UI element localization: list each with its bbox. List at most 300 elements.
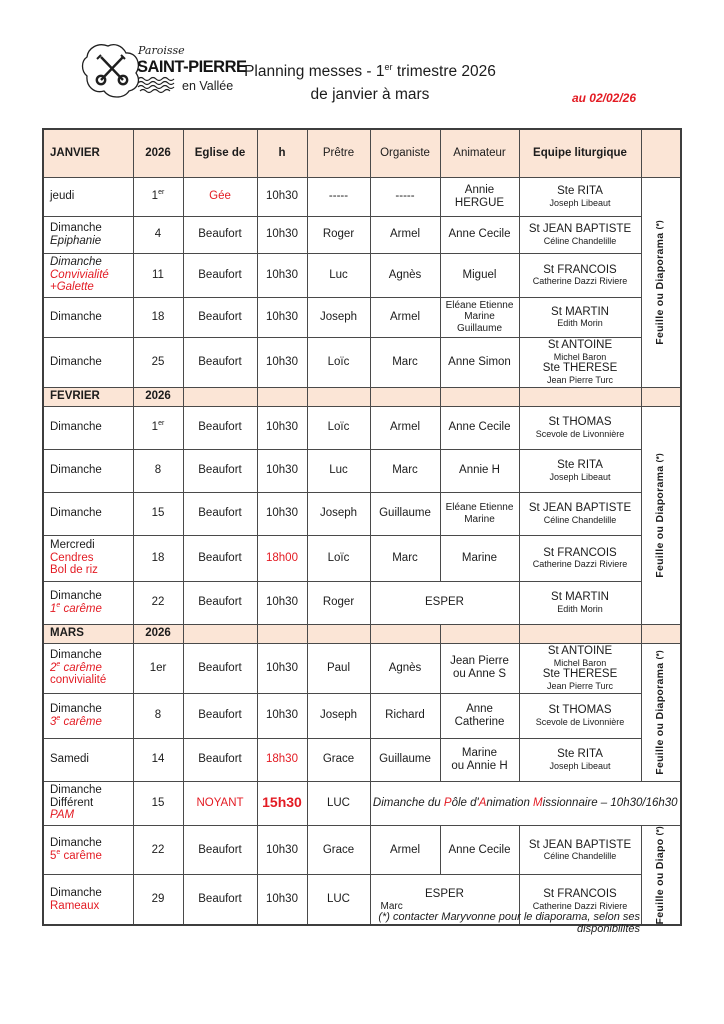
cell-day	[43, 738, 133, 781]
cell-line	[522, 547, 639, 560]
cell-line	[136, 147, 181, 160]
text-segment: Armel	[389, 228, 421, 241]
cell-line	[443, 184, 517, 197]
text-segment: Prêtre	[322, 146, 355, 159]
text-segment: 3	[50, 715, 57, 728]
table-cell	[370, 492, 440, 535]
table-cell	[307, 492, 370, 535]
month-label	[43, 387, 133, 406]
text-segment: Ste THERESE	[542, 668, 618, 680]
month-year	[133, 387, 183, 406]
text-segment: St JEAN BAPTISTE	[528, 838, 632, 851]
cell-line	[50, 837, 131, 850]
text-segment: St THOMAS	[548, 416, 612, 429]
table-cell	[370, 177, 440, 216]
text-segment: 2026	[145, 390, 171, 403]
text-segment: e	[56, 660, 61, 668]
text-segment: Guillaume	[379, 507, 431, 520]
table-cell	[519, 643, 641, 693]
cell-line	[373, 269, 438, 282]
cell-line	[522, 339, 639, 352]
cell-line	[443, 356, 517, 369]
text-segment: Guillaume	[379, 753, 431, 766]
text-segment: Beaufort	[198, 464, 242, 477]
cell-line	[260, 147, 305, 160]
text-segment: jeudi	[50, 190, 75, 203]
table-row	[43, 449, 681, 492]
col-header-animateur	[440, 129, 519, 177]
cell-line	[443, 514, 517, 525]
table-cell	[519, 624, 641, 643]
cell-line	[50, 539, 131, 552]
cell-line	[443, 668, 517, 681]
text-segment: ESPER	[425, 596, 464, 609]
cell-line	[522, 185, 639, 198]
text-segment: Beaufort	[198, 753, 242, 766]
cell-line	[260, 421, 305, 434]
table-cell	[133, 535, 183, 581]
text-segment: Marine	[461, 746, 498, 759]
cell-line	[136, 596, 181, 609]
cell-line	[310, 269, 368, 282]
col-header-pretre	[307, 129, 370, 177]
cell-line	[260, 464, 305, 477]
table-cell	[133, 581, 183, 624]
text-segment: Michel Baron	[553, 657, 607, 668]
text-segment: Edith Morin	[557, 603, 603, 614]
text-segment: (*)	[654, 825, 664, 835]
cell-day	[43, 216, 133, 253]
table-row	[43, 738, 681, 781]
table-cell	[257, 216, 307, 253]
cell-line	[136, 269, 181, 282]
table-cell	[307, 624, 370, 643]
cell-line	[522, 591, 639, 604]
cell-day	[43, 177, 133, 216]
text-segment: Catherine Dazzi Riviere	[532, 901, 628, 912]
text-segment: er	[158, 189, 165, 197]
cell-line	[522, 429, 639, 439]
text-segment: Organiste	[380, 146, 430, 159]
table-cell	[307, 581, 370, 624]
text-segment: Eglise de	[194, 146, 246, 159]
table-cell	[519, 337, 641, 387]
cell-line	[310, 709, 368, 722]
text-segment: 10h30	[266, 464, 298, 477]
table-cell	[519, 387, 641, 406]
text-segment: Dimanche du	[372, 796, 444, 809]
text-segment: Dimanche	[50, 886, 102, 899]
table-body	[43, 129, 681, 925]
table-cell	[370, 825, 440, 875]
cell-line	[50, 235, 131, 248]
cell-line	[373, 888, 517, 901]
text-segment: carême	[60, 661, 102, 674]
table-cell	[440, 177, 519, 216]
text-segment: Armel	[389, 421, 421, 434]
text-segment: Guillaume	[456, 322, 503, 334]
text-segment: Beaufort	[198, 268, 242, 281]
text-segment: Beaufort	[198, 551, 242, 564]
text-segment: 10h30	[266, 661, 298, 674]
cell-line	[443, 703, 517, 716]
table-cell	[257, 387, 307, 406]
table-row	[43, 492, 681, 535]
text-segment: Dimanche	[50, 464, 102, 477]
cell-line	[136, 662, 181, 675]
text-segment: 1	[50, 602, 57, 615]
vertical-note-cell	[641, 406, 681, 624]
text-segment: St MARTIN	[551, 591, 609, 604]
cell-line	[260, 311, 305, 324]
cell-line	[522, 375, 639, 385]
table-cell	[519, 177, 641, 216]
title-pre: Planning messes - 1	[244, 63, 385, 81]
cell-line	[443, 464, 517, 477]
text-segment: Beaufort	[198, 709, 242, 722]
update-date-note: au 02/02/26	[571, 91, 637, 105]
column-header-row	[43, 129, 681, 177]
cell-line	[522, 223, 639, 236]
cell-line	[260, 356, 305, 369]
cell-pam-note	[370, 781, 681, 825]
cell-line	[310, 356, 368, 369]
cell-line	[50, 421, 131, 434]
text-segment: Beaufort	[198, 355, 242, 368]
text-segment: 10h30	[266, 843, 298, 856]
cell-line	[522, 318, 639, 328]
text-segment: St ANTOINE	[547, 339, 613, 352]
cell-line	[373, 228, 438, 241]
text-segment: Jean Pierre	[450, 655, 509, 668]
table-cell	[370, 297, 440, 337]
text-segment: Ste RITA	[557, 185, 603, 198]
cell-line	[186, 421, 255, 434]
text-segment: Roger	[322, 596, 355, 609]
cell-line	[522, 264, 639, 277]
text-segment: Feuille ou Diaporama	[653, 228, 666, 345]
cell-line	[136, 464, 181, 477]
cell-line	[522, 459, 639, 472]
text-segment: Rameaux	[50, 899, 100, 912]
cell-line	[522, 559, 639, 569]
cell-day	[43, 875, 133, 925]
table-cell	[307, 387, 370, 406]
cell-line	[443, 421, 517, 434]
text-segment: Luc	[329, 464, 348, 477]
cell-line	[136, 507, 181, 520]
table-cell	[183, 581, 257, 624]
table-cell	[257, 535, 307, 581]
cell-line	[373, 844, 438, 857]
text-segment: St THOMAS	[548, 704, 612, 717]
cell-line	[522, 748, 639, 761]
cell-line	[522, 352, 639, 362]
table-cell	[133, 825, 183, 875]
text-segment: Eléane Etienne	[445, 300, 514, 312]
text-segment: Eléane Etienne	[445, 502, 514, 514]
cell-line	[260, 269, 305, 282]
table-cell	[307, 449, 370, 492]
text-segment: Grace	[322, 843, 355, 856]
table-cell	[440, 297, 519, 337]
text-segment: 10h30	[266, 507, 298, 520]
text-segment: (*)	[654, 649, 664, 659]
text-segment: Convivialité	[50, 268, 109, 281]
table-row	[43, 337, 681, 387]
cell-line	[310, 844, 368, 857]
month-year	[133, 624, 183, 643]
text-segment: Dimanche	[50, 702, 102, 715]
text-segment: 1er	[149, 661, 167, 674]
logo-script-text: Paroisse	[138, 44, 185, 57]
table-cell	[519, 297, 641, 337]
text-segment: Scevole de Livonnière	[535, 428, 625, 439]
table-cell	[133, 492, 183, 535]
text-segment: P	[443, 796, 452, 809]
cell-line	[443, 269, 517, 282]
table-cell	[370, 253, 440, 297]
cell-line	[522, 704, 639, 717]
text-segment: Joseph Libeaut	[549, 760, 611, 771]
text-segment: FEVRIER	[50, 390, 100, 403]
cell-line	[50, 147, 131, 160]
text-segment: 10h30	[266, 709, 298, 722]
text-segment: 8	[154, 464, 162, 477]
table-cell	[440, 624, 519, 643]
table-cell	[519, 253, 641, 297]
text-segment: Joseph Libeaut	[549, 471, 611, 482]
table-cell	[257, 738, 307, 781]
cell-line	[522, 604, 639, 614]
text-segment: 5	[50, 849, 57, 862]
cell-line	[373, 596, 517, 609]
text-segment: 11	[152, 268, 164, 281]
cell-line	[50, 753, 131, 766]
cell-line	[443, 228, 517, 241]
table-row	[43, 693, 681, 738]
title-superscript: er	[384, 62, 393, 72]
cell-line	[186, 269, 255, 282]
text-segment: er	[158, 420, 165, 428]
cell-line	[522, 147, 639, 160]
cell-line	[50, 390, 131, 403]
cell-line	[50, 222, 131, 235]
text-segment: 2	[50, 661, 57, 674]
cell-line	[373, 190, 438, 203]
text-segment: 18h00	[266, 551, 298, 564]
table-cell	[307, 825, 370, 875]
cell-line	[522, 839, 639, 852]
table-cell	[370, 387, 440, 406]
text-segment: Jean Pierre Turc	[546, 374, 614, 385]
text-segment: 10h30	[266, 421, 298, 434]
text-segment: A	[478, 796, 487, 809]
cell-line	[443, 760, 517, 773]
text-segment: 15h30	[262, 794, 302, 811]
cell-line	[522, 658, 639, 668]
text-segment: Armel	[389, 310, 421, 323]
text-segment: Marine	[464, 311, 495, 323]
table-cell	[370, 624, 440, 643]
text-segment: Beaufort	[198, 228, 242, 241]
logo-sub-text: en Vallée	[182, 79, 234, 93]
text-segment: 10h30	[266, 268, 298, 281]
cell-line	[522, 306, 639, 319]
text-segment: Anne	[466, 702, 493, 715]
text-segment: Loïc	[327, 355, 350, 368]
table-cell	[519, 216, 641, 253]
table-cell	[183, 297, 257, 337]
table-cell	[519, 825, 641, 875]
cell-line	[50, 784, 131, 797]
text-segment: Grace	[322, 753, 355, 766]
table-cell	[641, 624, 681, 643]
text-segment: JANVIER	[50, 146, 100, 159]
text-segment: 18h30	[266, 753, 298, 766]
cell-line	[443, 844, 517, 857]
text-segment: St FRANCOIS	[543, 888, 617, 901]
text-segment: +Galette	[50, 281, 94, 294]
cell-line	[136, 228, 181, 241]
text-segment: Anne Simon	[448, 355, 511, 368]
cell-line	[260, 596, 305, 609]
text-segment: Michel Baron	[553, 351, 607, 362]
table-cell	[307, 177, 370, 216]
text-segment: Agnès	[388, 661, 422, 674]
table-cell	[370, 449, 440, 492]
cell-line	[522, 888, 639, 901]
cell-line	[522, 668, 639, 681]
text-segment: Joseph	[319, 507, 358, 520]
cell-line	[186, 147, 255, 160]
cell-line	[136, 552, 181, 565]
table-cell	[440, 337, 519, 387]
table-cell	[370, 535, 440, 581]
text-segment: LUC	[326, 796, 350, 809]
text-segment: Marc	[392, 355, 418, 368]
text-segment: issionnaire – 10h30/16h30	[542, 796, 678, 809]
text-segment: NOYANT	[196, 796, 244, 809]
text-segment: St JEAN BAPTISTE	[528, 223, 632, 236]
text-segment: carême	[60, 715, 102, 728]
table-row	[43, 535, 681, 581]
cell-line	[522, 362, 639, 375]
cell-day	[43, 297, 133, 337]
table-row	[43, 216, 681, 253]
text-segment: Joseph	[319, 709, 358, 722]
cell-line	[373, 147, 438, 160]
text-segment: Beaufort	[198, 310, 242, 323]
table-cell	[183, 387, 257, 406]
table-cell	[440, 387, 519, 406]
cell-line	[522, 645, 639, 658]
text-segment: ou Anne S	[452, 668, 507, 680]
table-cell	[519, 492, 641, 535]
table-row	[43, 825, 681, 875]
cell-line	[50, 507, 131, 520]
cell-day	[43, 825, 133, 875]
cell-line	[50, 603, 131, 616]
text-segment: carême	[60, 849, 102, 862]
vertical-note-cell	[641, 177, 681, 387]
cell-line	[373, 311, 438, 324]
text-segment: 18	[151, 310, 165, 323]
text-segment: h	[278, 146, 286, 159]
table-cell	[370, 738, 440, 781]
cell-line	[522, 761, 639, 771]
text-segment: M	[533, 796, 543, 809]
cell-line	[443, 197, 517, 210]
text-segment: Gée	[209, 190, 231, 203]
col-header-note	[641, 129, 681, 177]
cell-day	[43, 643, 133, 693]
cell-line	[260, 507, 305, 520]
text-segment: Beaufort	[198, 661, 242, 674]
text-segment: Samedi	[50, 753, 89, 766]
table-cell	[440, 825, 519, 875]
text-segment: Paul	[326, 661, 351, 674]
cell-line	[50, 269, 131, 282]
vertical-note-cell	[641, 643, 681, 781]
text-segment: Beaufort	[198, 421, 242, 434]
table-cell	[257, 177, 307, 216]
cell-line	[50, 716, 131, 729]
text-segment: 4	[154, 228, 162, 241]
text-segment: Scevole de Livonnière	[535, 716, 625, 727]
table-cell	[440, 643, 519, 693]
text-segment: Marc	[392, 464, 418, 477]
text-segment: 10h30	[266, 355, 298, 368]
cell-line	[260, 228, 305, 241]
text-segment: 2026	[145, 627, 171, 640]
text-segment: Jean Pierre Turc	[546, 680, 614, 691]
table-cell	[183, 738, 257, 781]
cell-day	[43, 253, 133, 297]
cell-line	[260, 795, 305, 811]
table-cell	[183, 253, 257, 297]
table-cell	[183, 781, 257, 825]
text-segment: carême	[60, 602, 102, 615]
waves-icon	[138, 78, 174, 93]
text-segment: Loïc	[327, 421, 350, 434]
text-segment: Equipe liturgique	[533, 146, 627, 159]
cell-line	[136, 390, 181, 403]
table-cell	[519, 406, 641, 449]
text-segment: MARS	[50, 627, 84, 640]
cell-day	[43, 781, 133, 825]
cell-line	[310, 147, 368, 160]
cell-line	[186, 662, 255, 675]
table-cell	[307, 693, 370, 738]
text-segment: Anne Cecile	[448, 421, 511, 434]
table-cell	[307, 406, 370, 449]
cell-line	[310, 228, 368, 241]
logo-name-text: SAINT-PIERRE	[137, 58, 247, 76]
cell-line	[373, 662, 438, 675]
cell-line	[50, 900, 131, 913]
table-row	[43, 177, 681, 216]
text-segment: 8	[154, 709, 162, 722]
text-segment: Edith Morin	[557, 318, 603, 329]
cell-line	[443, 716, 517, 729]
cell-line	[50, 281, 131, 294]
cell-line	[50, 627, 131, 640]
cell-line	[260, 753, 305, 766]
parish-logo	[80, 40, 248, 111]
cell-line	[310, 893, 368, 906]
text-segment: HERGUE	[454, 196, 505, 209]
